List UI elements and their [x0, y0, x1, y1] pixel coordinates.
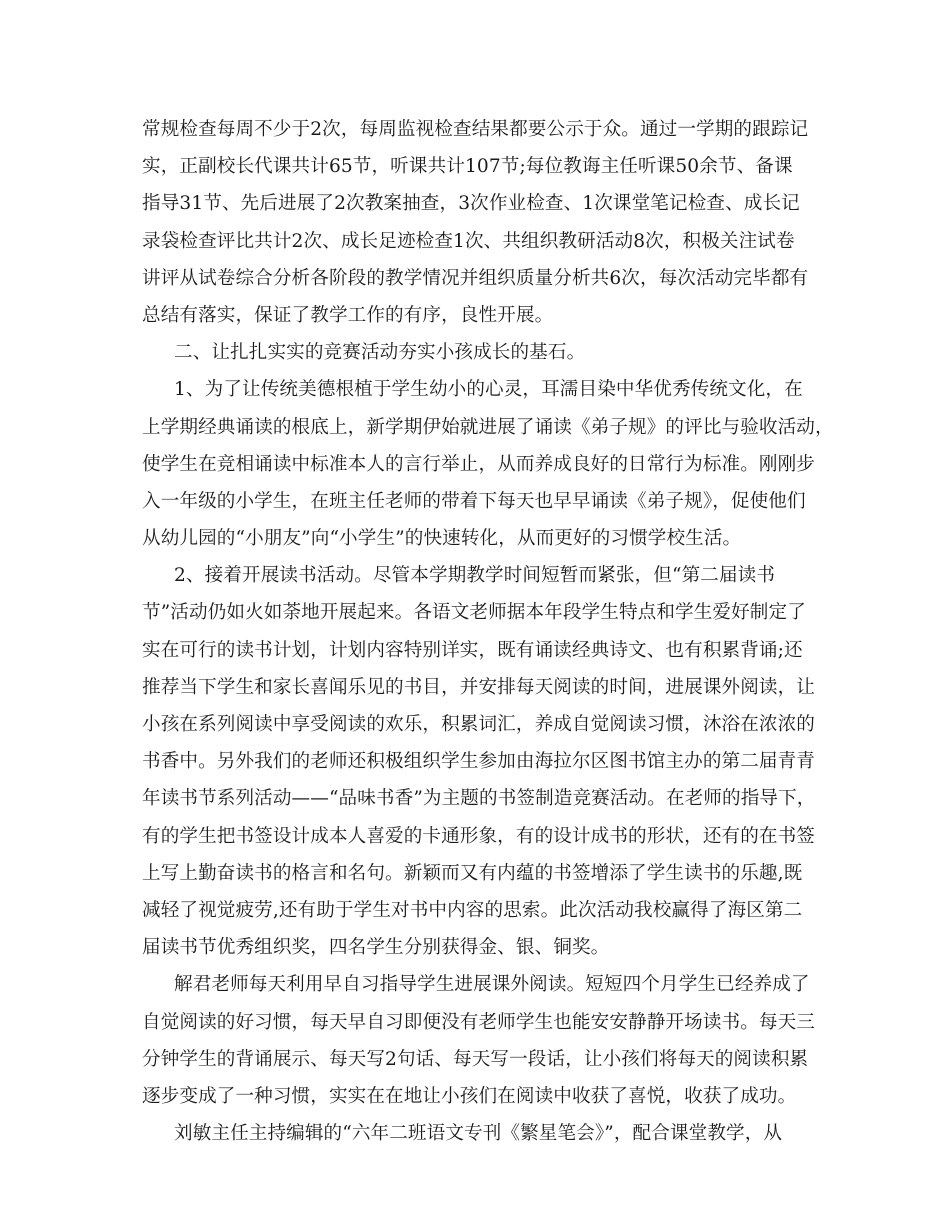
text-line: 二、让扎扎实实的竞赛活动夯实小孩成长的基石。: [174, 342, 586, 364]
text-line: 年读书节系列活动——“品味书香”为主题的书签制造竞赛活动。在老师的指导下，: [142, 788, 816, 810]
text-line: 有的学生把书签设计成本人喜爱的卡通形象，有的设计成书的形状，还有的在书签: [142, 825, 815, 847]
text-line: 分钟学生的背诵展示、每天写2句话、每天写一段话，让小孩们将每天的阅读积累: [142, 1048, 809, 1070]
text-line: 入一年级的小学生，在班主任老师的带着下每天也早早诵读《弟子规》，促使他们: [142, 490, 806, 512]
text-line: 小孩在系列阅读中享受阅读的欢乐，积累词汇，养成自觉阅读习惯，沐浴在浓浓的: [142, 714, 815, 735]
text-line: 总结有落实，保证了教学工作的有序，良性开展。: [142, 304, 554, 326]
text-line: 推荐当下学生和家长喜闻乐见的书目，并安排每天阅读的时间，进展课外阅读，让: [142, 676, 815, 698]
text-line: 讲评从试卷综合分析各阶段的教学情况并组织质量分析共6次，每次活动完毕都有: [142, 267, 809, 289]
text-line: 上学期经典诵读的根底上，新学期伊始就进展了诵读《弟子规》的评比与验收活动，: [142, 416, 834, 438]
text-line: 上写上勤奋读书的格言和名句。新颖而又有内蕴的书签增添了学生读书的乐趣,既: [142, 862, 803, 884]
text-line: 自觉阅读的好习惯，每天早自习即便没有老师学生也能安安静静开场读书。每天三: [142, 1011, 815, 1033]
text-line: 逐步变成了一种习惯，实实在在地让小孩们在阅读中收获了喜悦，收获了成功。: [142, 1085, 797, 1107]
text-line: 2、接着开展读书活动。尽管本学期教学时间短暂而紧张，但“第二届读书: [174, 565, 776, 587]
text-line: 届读书节优秀组织奖，四名学生分别获得金、银、铜奖。: [142, 937, 610, 959]
text-line: 实在可行的读书计划，计划内容特别详实，既有诵读经典诗文、也有积累背诵;还: [142, 639, 803, 661]
text-line: 指导31节、先后进展了2次教案抽查，3次作业检查、1次课堂笔记检查、成长记: [142, 193, 800, 215]
text-line: 录袋检查评比共计2次、成长足迹检查1次、共组织教研活动8次，积极关注试卷: [142, 230, 795, 252]
text-line: 常规检查每周不少于2次，每周监视检查结果都要公示于众。通过一学期的跟踪记: [142, 119, 809, 140]
text-line: 从幼儿园的“小朋友”向“小学生”的快速转化，从而更好的习惯学校生活。: [142, 528, 742, 550]
text-line: 刘敏主任主持编辑的“六年二班语文专刊《繁星笔会》”，配合课堂教学，从: [174, 1123, 783, 1145]
text-line: 实，正副校长代课共计65节，听课共计107节;每位教诲主任听课50余节、备课: [142, 156, 793, 178]
text-line: 节”活动仍如火如荼地开展起来。各语文老师据本年段学生特点和学生爱好制定了: [142, 602, 806, 624]
text-line: 使学生在竞相诵读中标准本人的言行举止，从而养成良好的日常行为标准。刚刚步: [142, 453, 815, 475]
text-line: 书香中。另外我们的老师还积极组织学生参加由海拉尔区图书馆主办的第二届青青: [142, 751, 815, 773]
text-line: 减轻了视觉疲劳,还有助于学生对书中内容的思索。此次活动我校赢得了海区第二: [142, 899, 803, 921]
text-line: 解君老师每天利用早自习指导学生进展课外阅读。短短四个月学生已经养成了: [174, 974, 810, 996]
text-line: 1、为了让传统美德根植于学生幼小的心灵，耳濡目染中华优秀传统文化，在: [174, 379, 803, 401]
document-body: [142, 111, 834, 1152]
